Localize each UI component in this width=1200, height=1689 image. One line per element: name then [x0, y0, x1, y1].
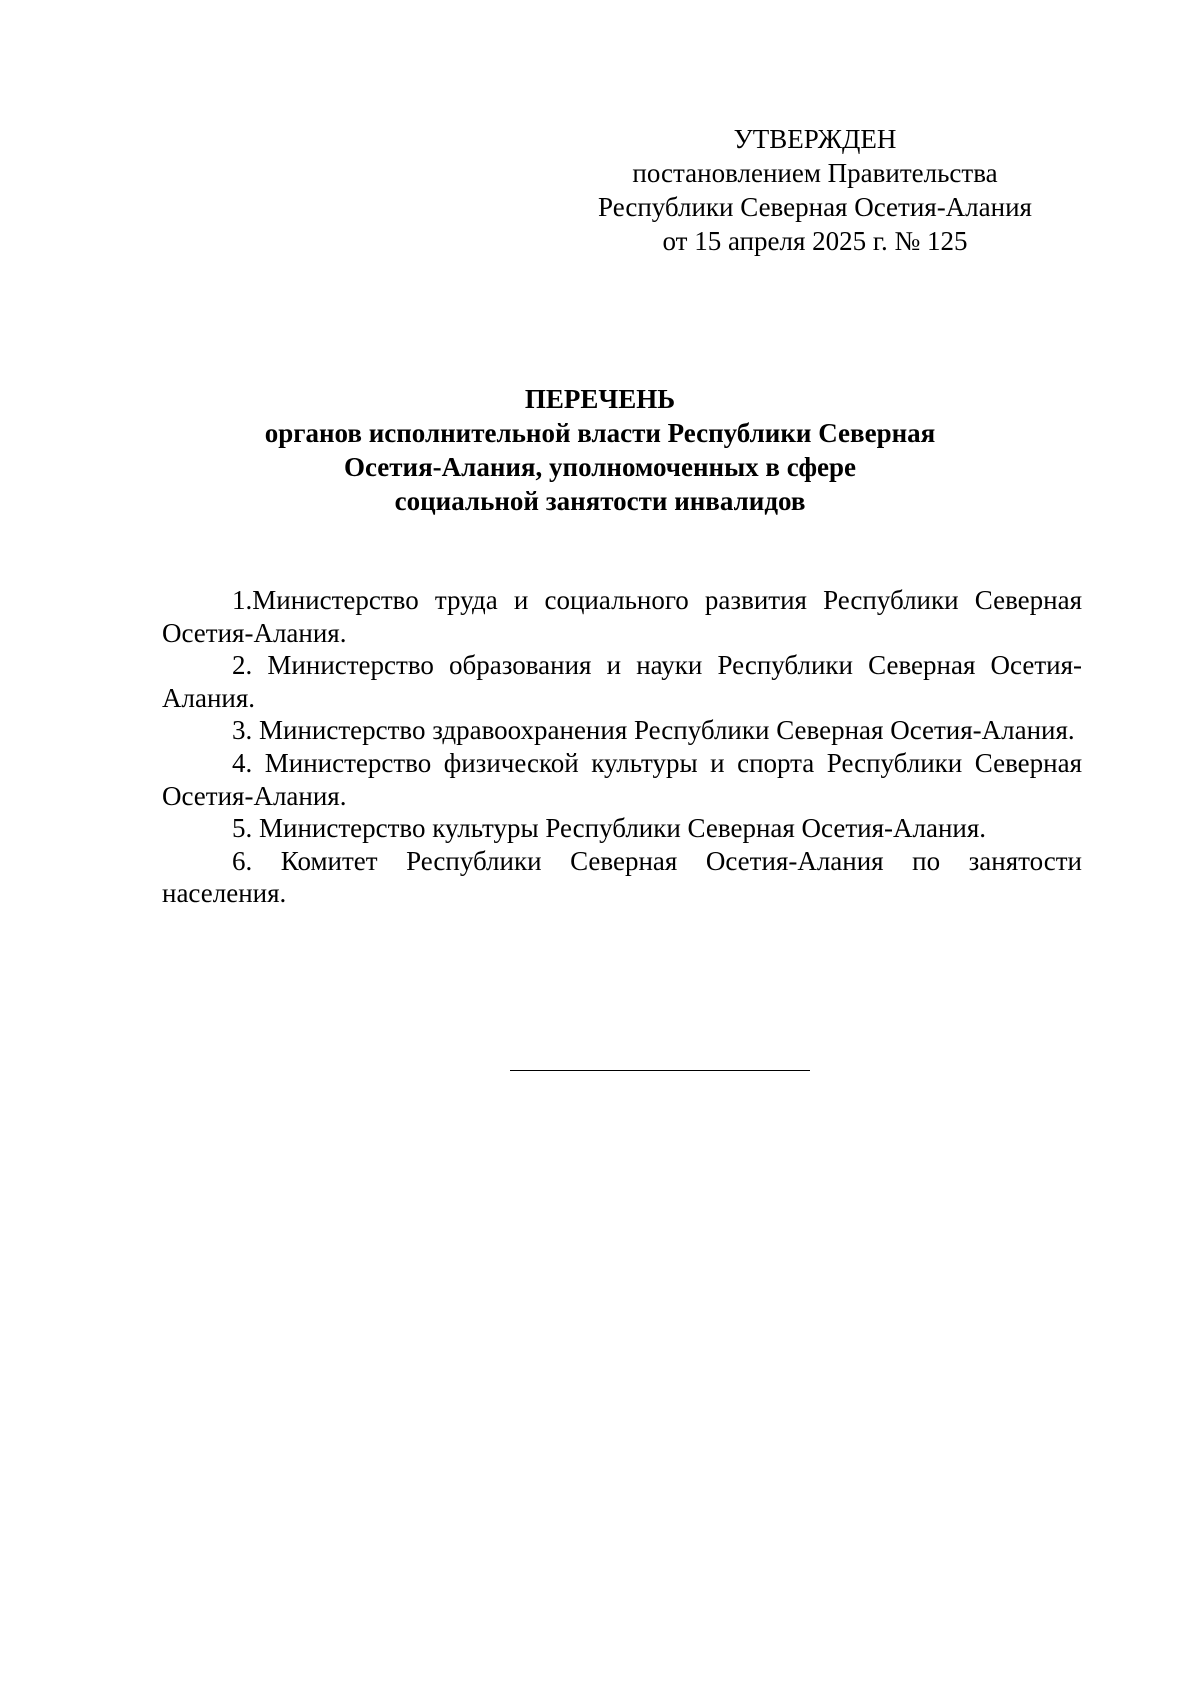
list-item: 4. Министерство физической культуры и спорта Республики Северная Осетия-Алания.	[162, 747, 1082, 811]
list-item: 2. Министерство образования и науки Республики Северная Осетия-Алания.	[162, 650, 1082, 713]
title-line-3: социальной занятости инвалидов	[394, 486, 806, 516]
organization-list	[162, 584, 1082, 910]
approval-issuer: постановлением Правительства	[632, 158, 998, 188]
approval-date-number: от 15 апреля 2025 г. № 125	[662, 226, 968, 256]
title-line-1: органов исполнительной власти Республики Северная	[264, 418, 936, 448]
approval-stamp-block	[580, 122, 1050, 258]
document-title	[160, 382, 1040, 518]
approval-heading: УТВЕРЖДЕН	[733, 124, 897, 154]
approval-region: Республики Северная Осетия-Алания	[598, 192, 1032, 222]
list-item: 5. Министерство культуры Республики Северная Осетия-Алания.	[232, 813, 987, 844]
title-heading: ПЕРЕЧЕНЬ	[524, 384, 676, 414]
title-line-2: Осетия-Алания, уполномоченных в сфере	[343, 452, 857, 482]
list-item: 1.Министерство труда и социального развития Республики Северная Осетия-Алания.	[162, 585, 1082, 648]
closing-separator-line	[510, 1070, 810, 1071]
list-item: 6. Комитет Республики Северная Осетия-Алания по занятости населения.	[162, 845, 1082, 909]
list-item: 3. Министерство здравоохранения Республики Северная Осетия-Алания.	[232, 715, 1075, 746]
